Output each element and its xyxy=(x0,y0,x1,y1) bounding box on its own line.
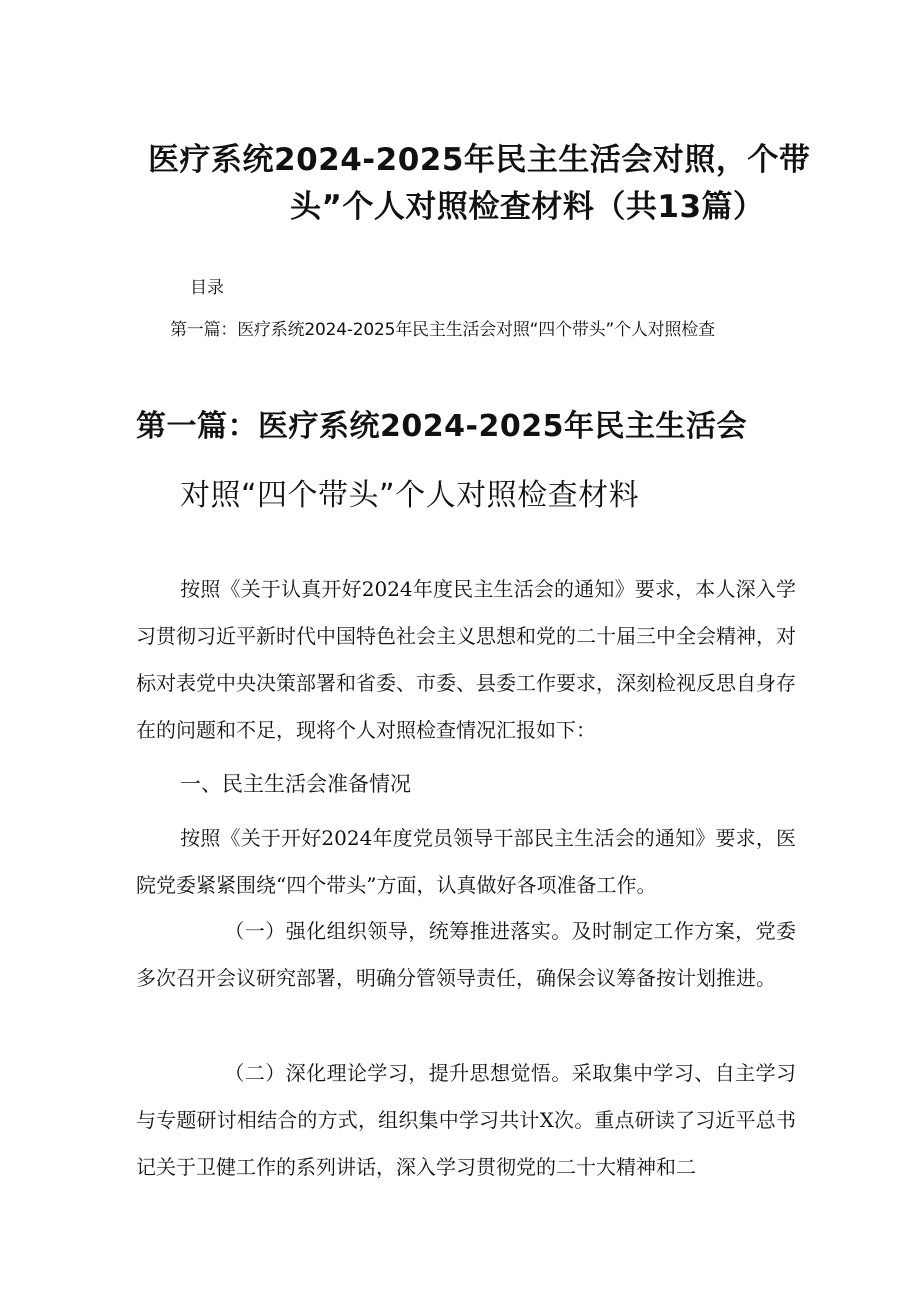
item-1-text: （一）强化组织领导，统筹推进落实。及时制定工作方案，党委多次召开会议研究部署，明确分管领导责任，确保会议筹备按计划推进。 xyxy=(136,919,796,990)
intro-paragraph xyxy=(136,566,796,754)
chapter-title-line-1: 第一篇：医疗系统2024-2025年民主生活会 xyxy=(136,409,747,444)
section-1-text: 按照《关于开好2024年度党员领导干部民主生活会的通知》要求，医院党委紧紧围绕“四个带头”方面，认真做好各项准备工作。 xyxy=(136,826,796,897)
item-2-text: （二）深化理论学习，提升思想觉悟。采取集中学习、自主学习与专题研讨相结合的方式，组织集中学习共计X次。重点研读了习近平总书记关于卫健工作的系列讲话，深入学习贯彻党的二十大精神和二 xyxy=(136,1061,796,1179)
chapter-title-line-2: 对照“四个带头”个人对照检查材料 xyxy=(180,478,640,513)
section-1-heading: 一、民主生活会准备情况 xyxy=(180,772,411,796)
document-title-line-2: 头”个人对照检查材料（共13篇） xyxy=(290,189,765,225)
item-2-paragraph xyxy=(136,1050,796,1191)
document-title-line-1: 医疗系统2024-2025年民主生活会对照，个带 xyxy=(148,142,811,178)
toc-heading: 目录 xyxy=(190,278,224,298)
section-1-paragraph xyxy=(136,815,796,909)
intro-text: 按照《关于认真开好2024年度民主生活会的通知》要求，本人深入学习贯彻习近平新时代中国特色社会主义思想和党的二十届三中全会精神，对标对表党中央决策部署和省委、市委、县委工作要求，深刻检视反思自身存在的问题和不足，现将个人对照检查情况汇报如下： xyxy=(136,577,796,742)
toc-item[interactable]: 第一篇：医疗系统2024-2025年民主生活会对照“四个带头”个人对照检查 xyxy=(170,320,715,340)
item-1-paragraph xyxy=(136,908,796,1002)
